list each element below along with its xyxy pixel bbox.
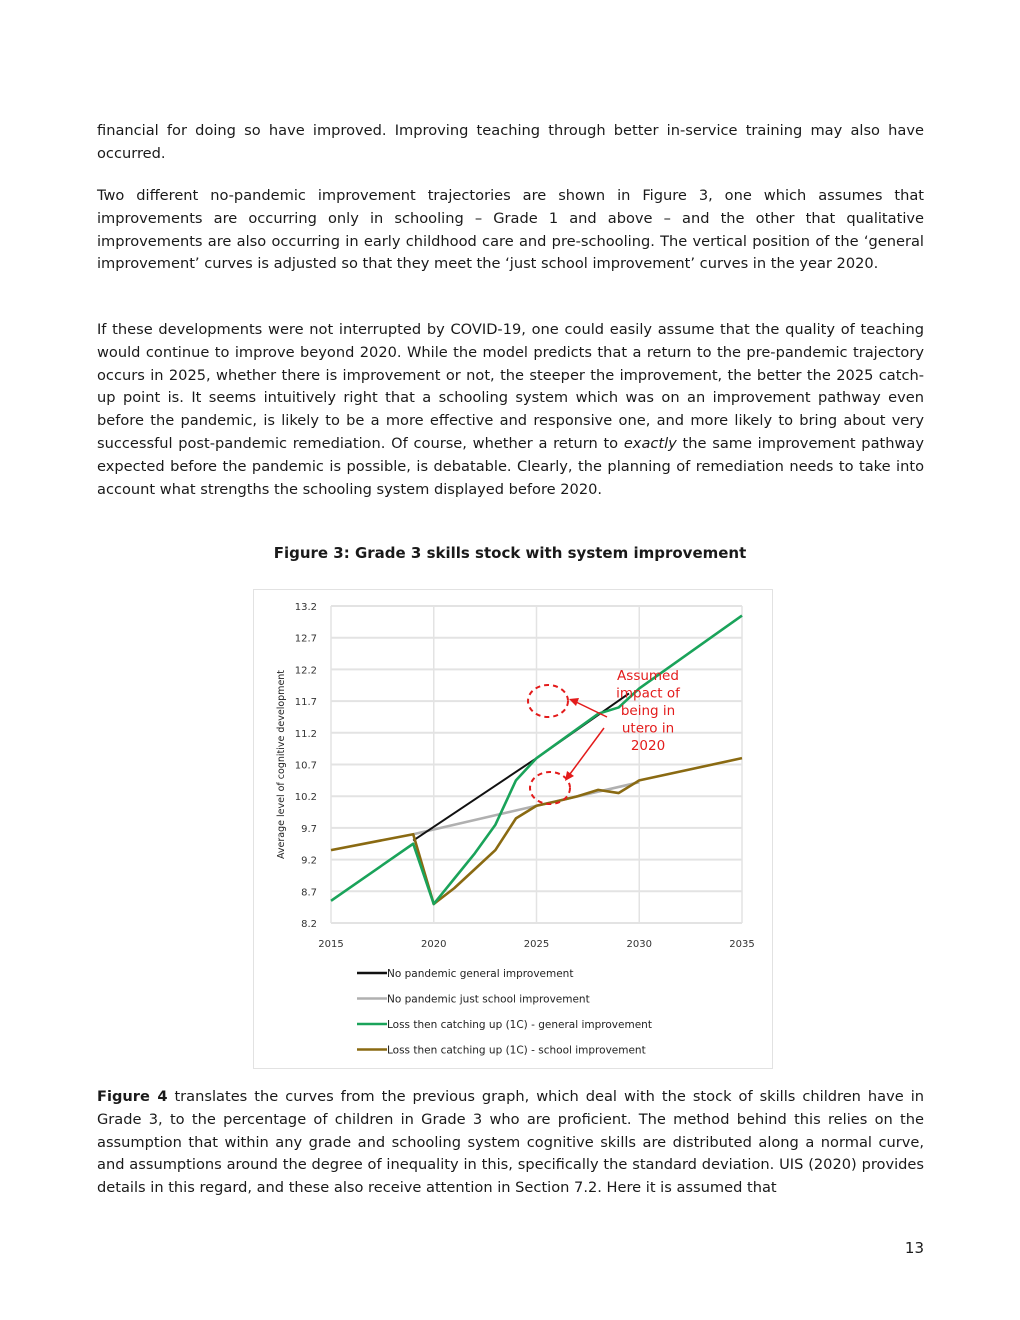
y-tick-label: 12.7 (294, 633, 317, 645)
paragraph-1: financial for doing so have improved. Improving teaching through better in-service training may also have occurred. (97, 122, 924, 162)
y-tick-label: 10.7 (294, 760, 317, 772)
legend-label: Loss then catching up (1C) - general improvement (387, 1019, 652, 1031)
y-tick-label: 10.2 (294, 792, 317, 804)
legend-label: No pandemic general improvement (387, 968, 574, 980)
annotation-arrow-upper (574, 701, 607, 717)
paragraph-3 (97, 319, 924, 501)
paragraph-3-part-1: If these developments were not interrupted by COVID-19, one could easily assume that the quality of teaching would continue to improve beyond 2020. While the model predicts that a return to the pre-pandemic trajectory occurs in 2025, whether there is improvement or not, the steeper the improvement, the better the 2025 catch-up point is. It seems intuitively right that a schooling system which was on an improvement pathway even before the pandemic, is likely to be a more effective and responsive one, and more likely to bring about very successful post-pandemic remediation. Of course, whether a return to (97, 321, 924, 452)
x-tick-label: 2030 (626, 939, 652, 950)
annotation-text: impact of (616, 685, 680, 702)
y-axis-label: Average level of cognitive development (276, 669, 287, 860)
legend-label: No pandemic just school improvement (387, 993, 590, 1006)
y-tick-label: 9.2 (301, 855, 317, 867)
annotation-text: utero in (621, 720, 675, 737)
page-number: 13 (904, 1239, 924, 1257)
annotation-text: 2020 (630, 738, 666, 754)
y-tick-label: 9.7 (301, 823, 317, 835)
x-tick-label: 2035 (729, 939, 755, 950)
paragraph-4-text: translates the curves from the previous graph, which deal with the stock of skills children have in Grade 3, to the percentage of children in Grade 3 who are proficient. The method behind this relies on the assumption that within any grade and schooling system cognitive skills are distributed along a normal curve, and assumptions around the degree of inequality in this, specifically the standard deviation. UIS (2020) provides details in this regard, and these also receive attention in Section 7.2. Here it is assumed that (97, 1088, 925, 1197)
annotation-text: being in (620, 703, 676, 719)
x-tick-label: 2015 (318, 939, 344, 950)
figure-caption: Figure 3: Grade 3 skills stock with system improvement (273, 544, 747, 562)
figure-4-ref: Figure 4 (97, 1088, 168, 1105)
paragraph-2: Two different no-pandemic improvement trajectories are shown in Figure 3, one which assumes that improvements are occurring only in schooling – Grade 1 and above – and the other that qualitative improvements are also occurring in early childhood care and pre-schooling. The vertical position of the ‘general improvement’ curves is adjusted so that they meet the ‘just school improvement’ curves in the year 2020. (97, 187, 924, 273)
emphasis-exactly: exactly (623, 434, 677, 452)
x-tick-label: 2025 (523, 939, 550, 950)
chart-svg (254, 590, 772, 1068)
y-tick-label: 12.2 (294, 665, 317, 677)
annotation-arrow-lower (570, 728, 604, 774)
y-tick-label: 8.2 (301, 919, 317, 930)
y-tick-label: 8.7 (301, 887, 317, 899)
y-tick-label: 13.2 (294, 602, 317, 613)
legend-label: Loss then catching up (1C) - school improvement (387, 1044, 646, 1057)
x-tick-label: 2020 (421, 939, 447, 950)
y-tick-label: 11.7 (294, 697, 317, 709)
paragraph-3-part-2: the same improvement pathway expected before the pandemic is possible, is debatable. Clearly, the planning of remediation needs to take into account what strengths the schooling system displayed before 2020. (97, 434, 924, 498)
figure-3-chart (253, 589, 773, 1069)
y-tick-label: 11.2 (294, 728, 317, 740)
paragraph-4 (97, 1086, 924, 1200)
annotation-text: Assumed (617, 668, 679, 684)
arrow-head-lower (565, 771, 574, 781)
